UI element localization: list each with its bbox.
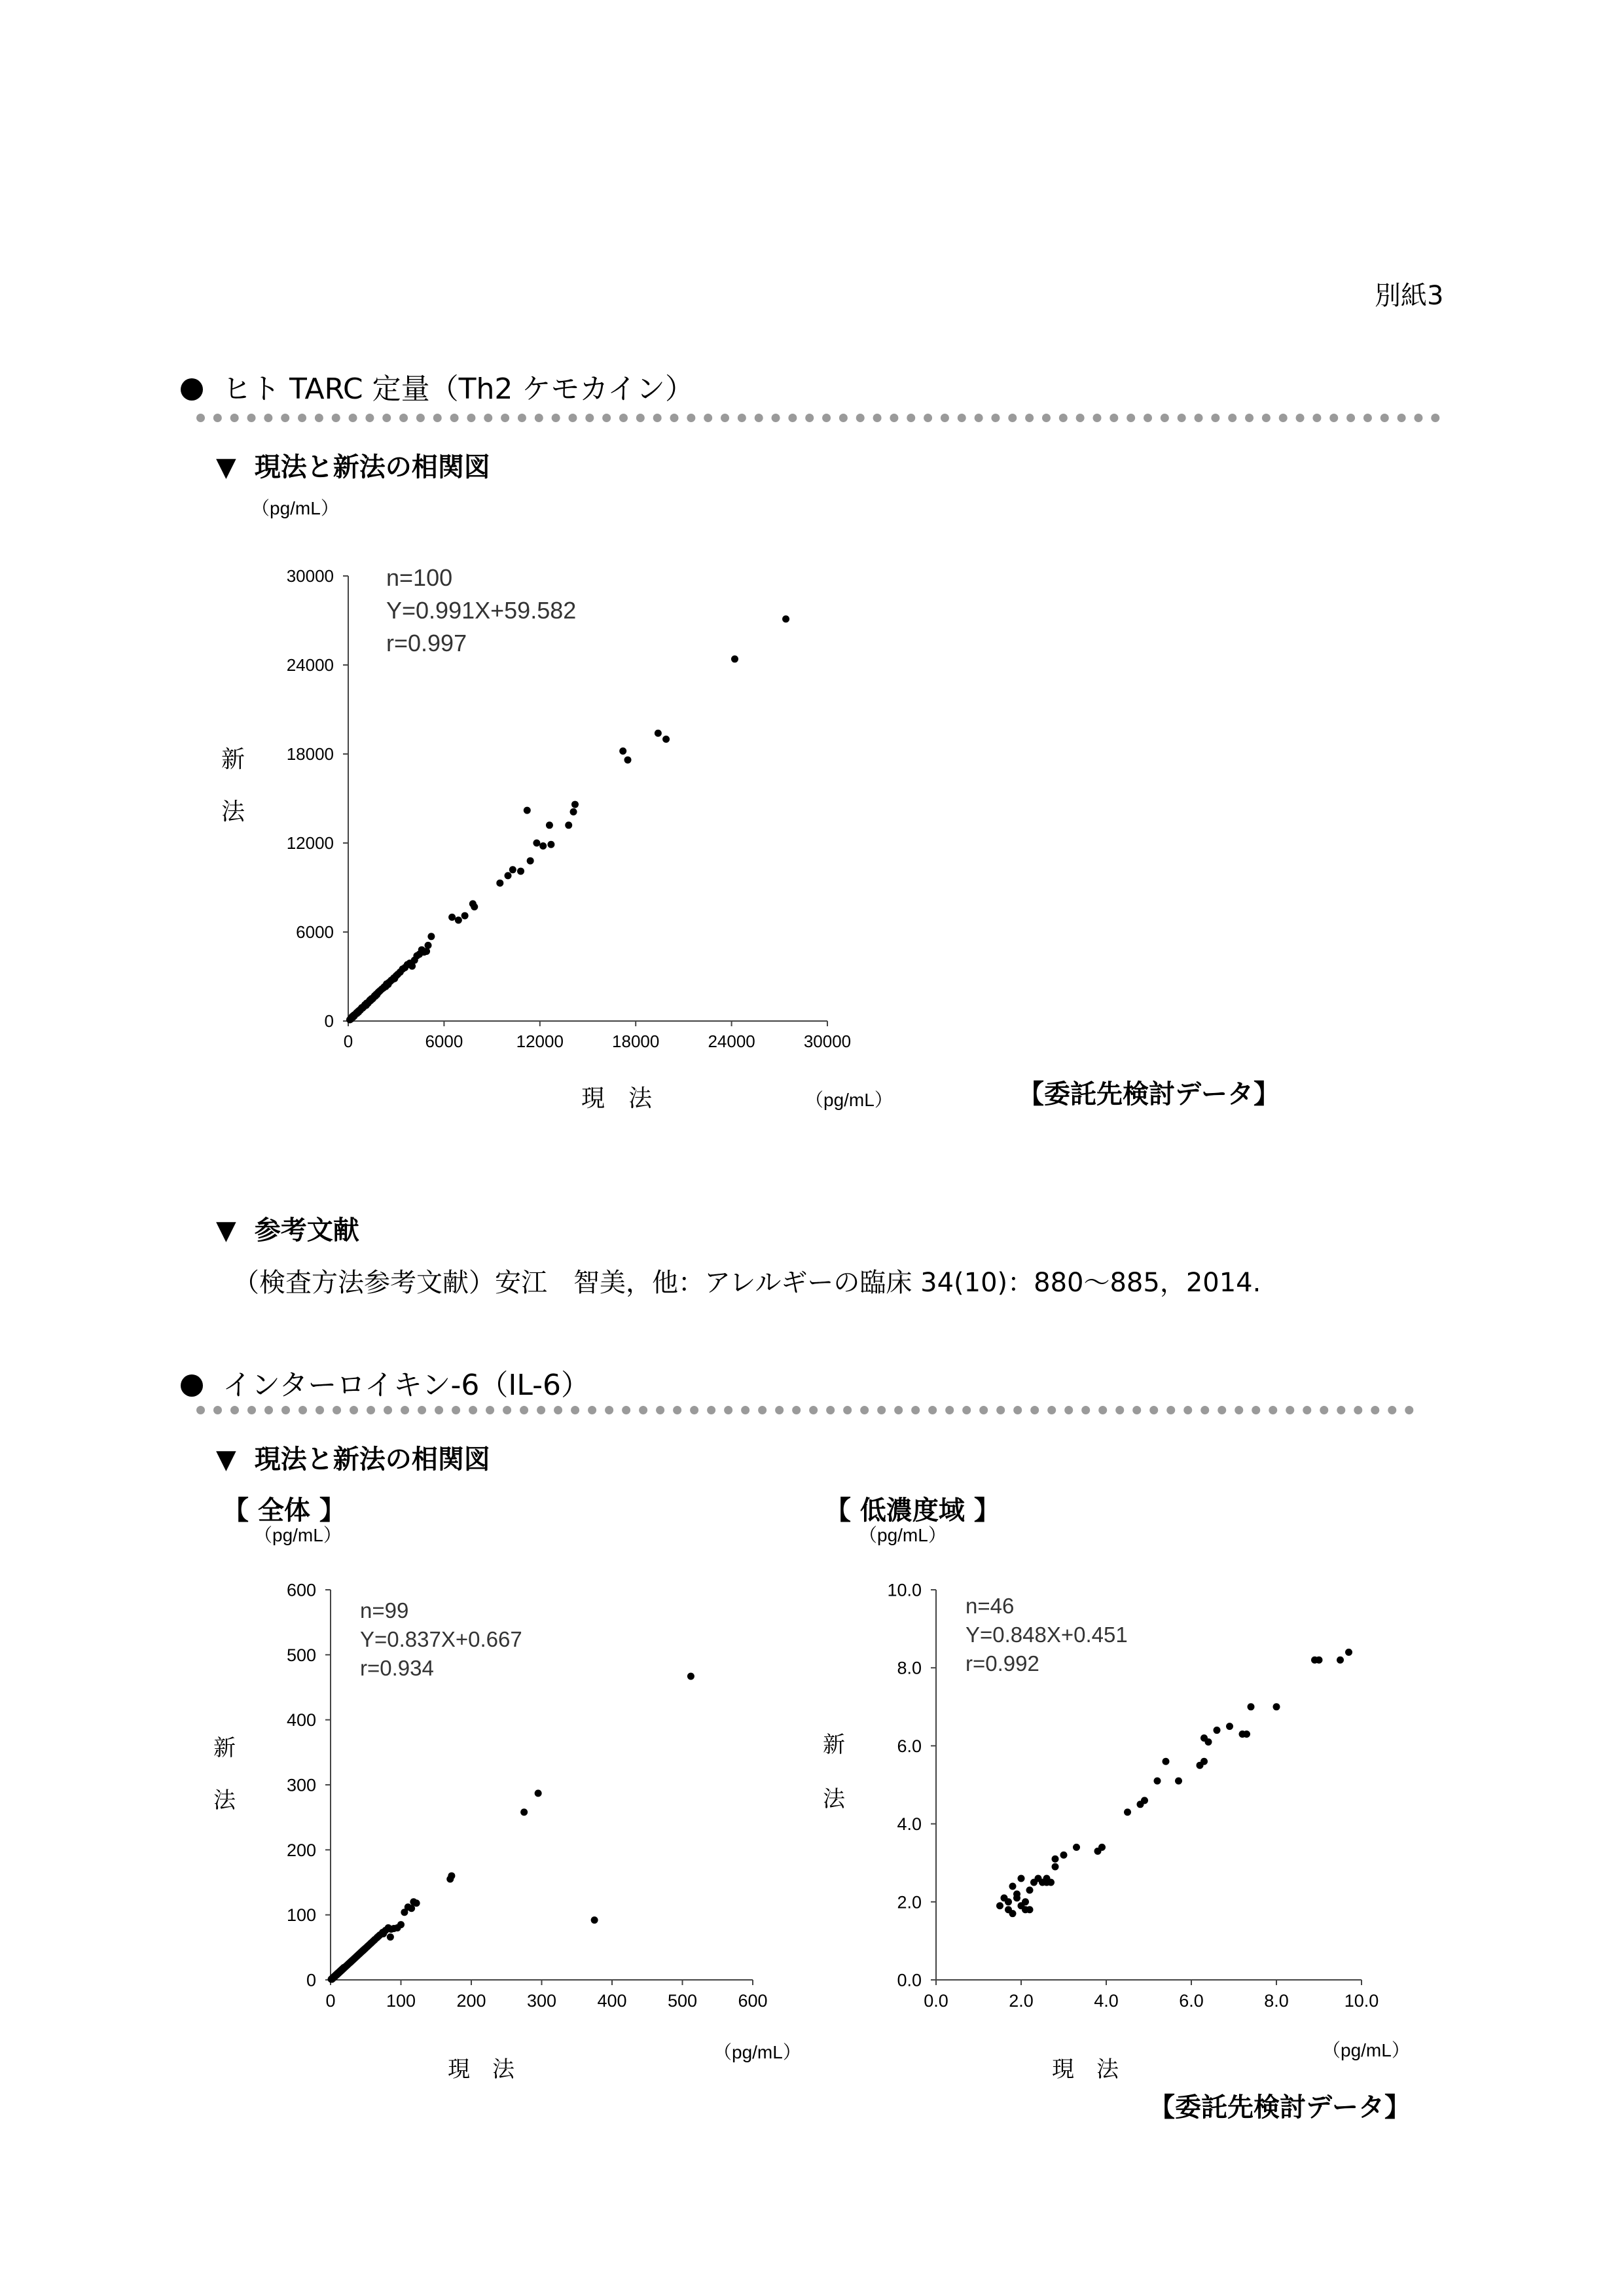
y-tick-label: 30000: [286, 566, 334, 586]
data-point: [455, 916, 462, 924]
y-tick-label: 10.0: [887, 1580, 922, 1600]
y-tick-label: 0: [324, 1011, 334, 1031]
data-point: [380, 1930, 387, 1937]
data-point: [355, 1009, 362, 1016]
section1-title: ヒト TARC 定量（Th2 ケモカイン）: [223, 372, 695, 406]
data-point: [1163, 1758, 1170, 1765]
y-tick-label: 8.0: [897, 1658, 922, 1678]
data-point: [496, 880, 503, 887]
y-tick-label: 6000: [296, 922, 334, 942]
data-point: [535, 1789, 542, 1797]
references-heading: 参考文献: [254, 1215, 359, 1246]
y-axis-title-char: 新: [213, 1736, 236, 1761]
data-point: [408, 1905, 415, 1912]
panel-low-label: 【 低濃度域 】: [825, 1496, 1000, 1526]
y-axis-title-char: 法: [221, 798, 245, 825]
y-axis-title-char: 法: [823, 1787, 845, 1812]
y-tick-label: 600: [286, 1580, 316, 1600]
x-tick-label: 6000: [425, 1031, 463, 1051]
annotation-text: r=0.997: [386, 630, 467, 656]
data-point: [1200, 1758, 1208, 1765]
data-point: [1214, 1727, 1221, 1734]
section2-title: インターロイキン-6（IL-6）: [223, 1369, 590, 1402]
y-axis-title-char: 新: [221, 745, 245, 772]
data-point: [527, 857, 534, 865]
data-point: [1013, 1890, 1020, 1897]
y-tick-label: 200: [286, 1840, 316, 1860]
data-point: [1337, 1657, 1344, 1664]
data-point: [624, 757, 632, 764]
data-point: [391, 975, 398, 982]
x-tick-label: 0: [343, 1031, 353, 1051]
annotation-text: n=46: [965, 1594, 1015, 1618]
annotation-text: r=0.992: [965, 1651, 1039, 1676]
triangle-down-icon: ▼: [216, 1215, 236, 1246]
annotation-text: Y=0.991X+59.582: [386, 597, 577, 624]
data-point: [1026, 1886, 1034, 1893]
bullet-circle-icon: [181, 378, 203, 401]
data-point: [509, 866, 516, 873]
y-unit-label: （pg/mL）: [254, 1525, 342, 1545]
y-unit-label: （pg/mL）: [859, 1525, 947, 1545]
x-tick-label: 12000: [516, 1031, 564, 1051]
data-point: [1026, 1906, 1034, 1913]
y-tick-label: 300: [286, 1775, 316, 1795]
x-tick-label: 0.0: [924, 1991, 948, 2011]
y-axis-title-char: 法: [213, 1788, 236, 1813]
data-point: [619, 747, 626, 755]
x-axis-title: 現 法: [1052, 2057, 1119, 2082]
data-point: [546, 821, 553, 829]
data-point: [471, 903, 478, 910]
x-axis-title: 現 法: [581, 1085, 653, 1111]
data-point: [539, 842, 547, 850]
annotation-text: r=0.934: [360, 1656, 434, 1680]
data-point: [1243, 1731, 1250, 1738]
annotation-text: n=99: [360, 1598, 409, 1623]
data-point: [1205, 1738, 1212, 1746]
triangle-down-icon: ▼: [216, 452, 236, 482]
data-point: [1018, 1875, 1025, 1882]
annotation-text: Y=0.837X+0.667: [360, 1627, 522, 1651]
section1-subtitle: 現法と新法の相関図: [254, 452, 490, 482]
data-point: [533, 840, 540, 847]
data-point: [1005, 1898, 1012, 1905]
data-point: [687, 1673, 695, 1680]
data-point: [1175, 1778, 1182, 1785]
data-point: [1073, 1844, 1080, 1851]
data-point: [1273, 1703, 1280, 1710]
data-point: [427, 933, 435, 940]
data-point: [461, 912, 469, 920]
data-point: [524, 807, 531, 814]
x-unit-label: （pg/mL）: [1322, 2040, 1410, 2060]
data-point: [782, 615, 789, 622]
triangle-down-icon: ▼: [216, 1444, 236, 1475]
data-point: [1052, 1863, 1059, 1871]
data-point: [571, 801, 579, 808]
data-point: [655, 730, 662, 737]
x-unit-label: （pg/mL）: [805, 1090, 893, 1110]
data-point: [517, 868, 524, 875]
x-tick-label: 200: [456, 1991, 486, 2011]
data-point: [505, 872, 512, 879]
data-point: [1052, 1856, 1059, 1863]
y-axis-title-char: 新: [823, 1732, 845, 1757]
annotation-text: n=100: [386, 564, 453, 591]
y-tick-label: 12000: [286, 833, 334, 853]
x-tick-label: 600: [738, 1991, 768, 2011]
section1-source-note: 【委託先検討データ】: [1018, 1079, 1280, 1109]
bullet-circle-icon: [181, 1374, 203, 1397]
data-point: [1316, 1657, 1323, 1664]
x-tick-label: 18000: [612, 1031, 660, 1051]
data-point: [1009, 1882, 1017, 1890]
il6-low-scatter-chart: [805, 1518, 1434, 2082]
data-point: [413, 1899, 420, 1907]
data-point: [1022, 1898, 1029, 1905]
y-tick-label: 24000: [286, 655, 334, 675]
data-point: [420, 948, 427, 956]
data-point: [520, 1808, 528, 1816]
il6-all-scatter-chart: [196, 1518, 825, 2082]
x-unit-label: （pg/mL）: [713, 2042, 801, 2062]
tarc-scatter-chart: [196, 484, 949, 1126]
attachment-label: 別紙3: [1375, 281, 1444, 311]
x-tick-label: 400: [597, 1991, 627, 2011]
references-text: （検査方法参考文献）安江 智美，他：アレルギーの臨床 34(10)：880～885，2014.: [233, 1268, 1261, 1298]
data-point: [1060, 1852, 1068, 1859]
y-tick-label: 100: [286, 1905, 316, 1926]
data-point: [547, 841, 554, 848]
data-point: [1141, 1797, 1148, 1804]
x-axis-title: 現 法: [448, 2057, 514, 2082]
data-point: [591, 1916, 598, 1924]
section2-subtitle: 現法と新法の相関図: [254, 1444, 490, 1475]
x-tick-label: 100: [386, 1991, 416, 2011]
annotation-text: Y=0.848X+0.451: [965, 1623, 1128, 1647]
data-point: [1345, 1649, 1352, 1656]
references-heading-row: [216, 1210, 359, 1247]
x-tick-label: 6.0: [1179, 1991, 1204, 2011]
x-tick-label: 4.0: [1094, 1991, 1119, 2011]
section2-source-note: 【委託先検討データ】: [1149, 2092, 1411, 2123]
data-point: [397, 1921, 405, 1928]
x-tick-label: 2.0: [1009, 1991, 1034, 2011]
dotted-divider: [196, 1406, 1414, 1414]
data-point: [731, 655, 738, 662]
x-tick-label: 24000: [708, 1031, 755, 1051]
x-tick-label: 8.0: [1264, 1991, 1289, 2011]
data-point: [363, 1001, 370, 1009]
data-point: [570, 808, 577, 816]
y-tick-label: 0: [306, 1970, 316, 1990]
x-tick-label: 30000: [803, 1031, 852, 1051]
y-tick-label: 6.0: [897, 1736, 922, 1756]
data-point: [1030, 1879, 1038, 1886]
x-tick-label: 300: [526, 1991, 557, 2011]
section2-subtitle-row: [216, 1439, 490, 1476]
data-point: [1043, 1879, 1051, 1886]
y-unit-label: （pg/mL）: [251, 498, 339, 518]
data-point: [448, 914, 456, 921]
y-tick-label: 18000: [286, 744, 334, 764]
data-point: [1124, 1808, 1131, 1816]
x-tick-label: 0: [325, 1991, 336, 2011]
data-point: [411, 957, 418, 964]
y-tick-label: 2.0: [897, 1892, 922, 1912]
data-point: [448, 1873, 455, 1880]
data-point: [1226, 1723, 1233, 1730]
section1-subtitle-row: [216, 446, 490, 484]
data-point: [565, 821, 572, 829]
y-tick-label: 4.0: [897, 1814, 922, 1835]
section1-title-row: [181, 365, 694, 407]
section2-title-row: [181, 1361, 590, 1403]
data-point: [1154, 1778, 1161, 1785]
y-tick-label: 0.0: [897, 1970, 922, 1990]
y-tick-label: 500: [286, 1645, 316, 1665]
data-point: [996, 1902, 1003, 1909]
panel-all-label: 【 全体 】: [223, 1496, 346, 1526]
data-point: [387, 1933, 394, 1941]
y-tick-label: 400: [286, 1710, 316, 1731]
data-point: [662, 736, 670, 743]
x-tick-label: 500: [667, 1991, 698, 2011]
data-point: [1098, 1844, 1106, 1851]
x-tick-label: 10.0: [1344, 1991, 1379, 2011]
data-point: [1005, 1906, 1012, 1913]
dotted-divider: [196, 414, 1440, 422]
data-point: [1248, 1703, 1255, 1710]
data-point: [425, 942, 432, 949]
